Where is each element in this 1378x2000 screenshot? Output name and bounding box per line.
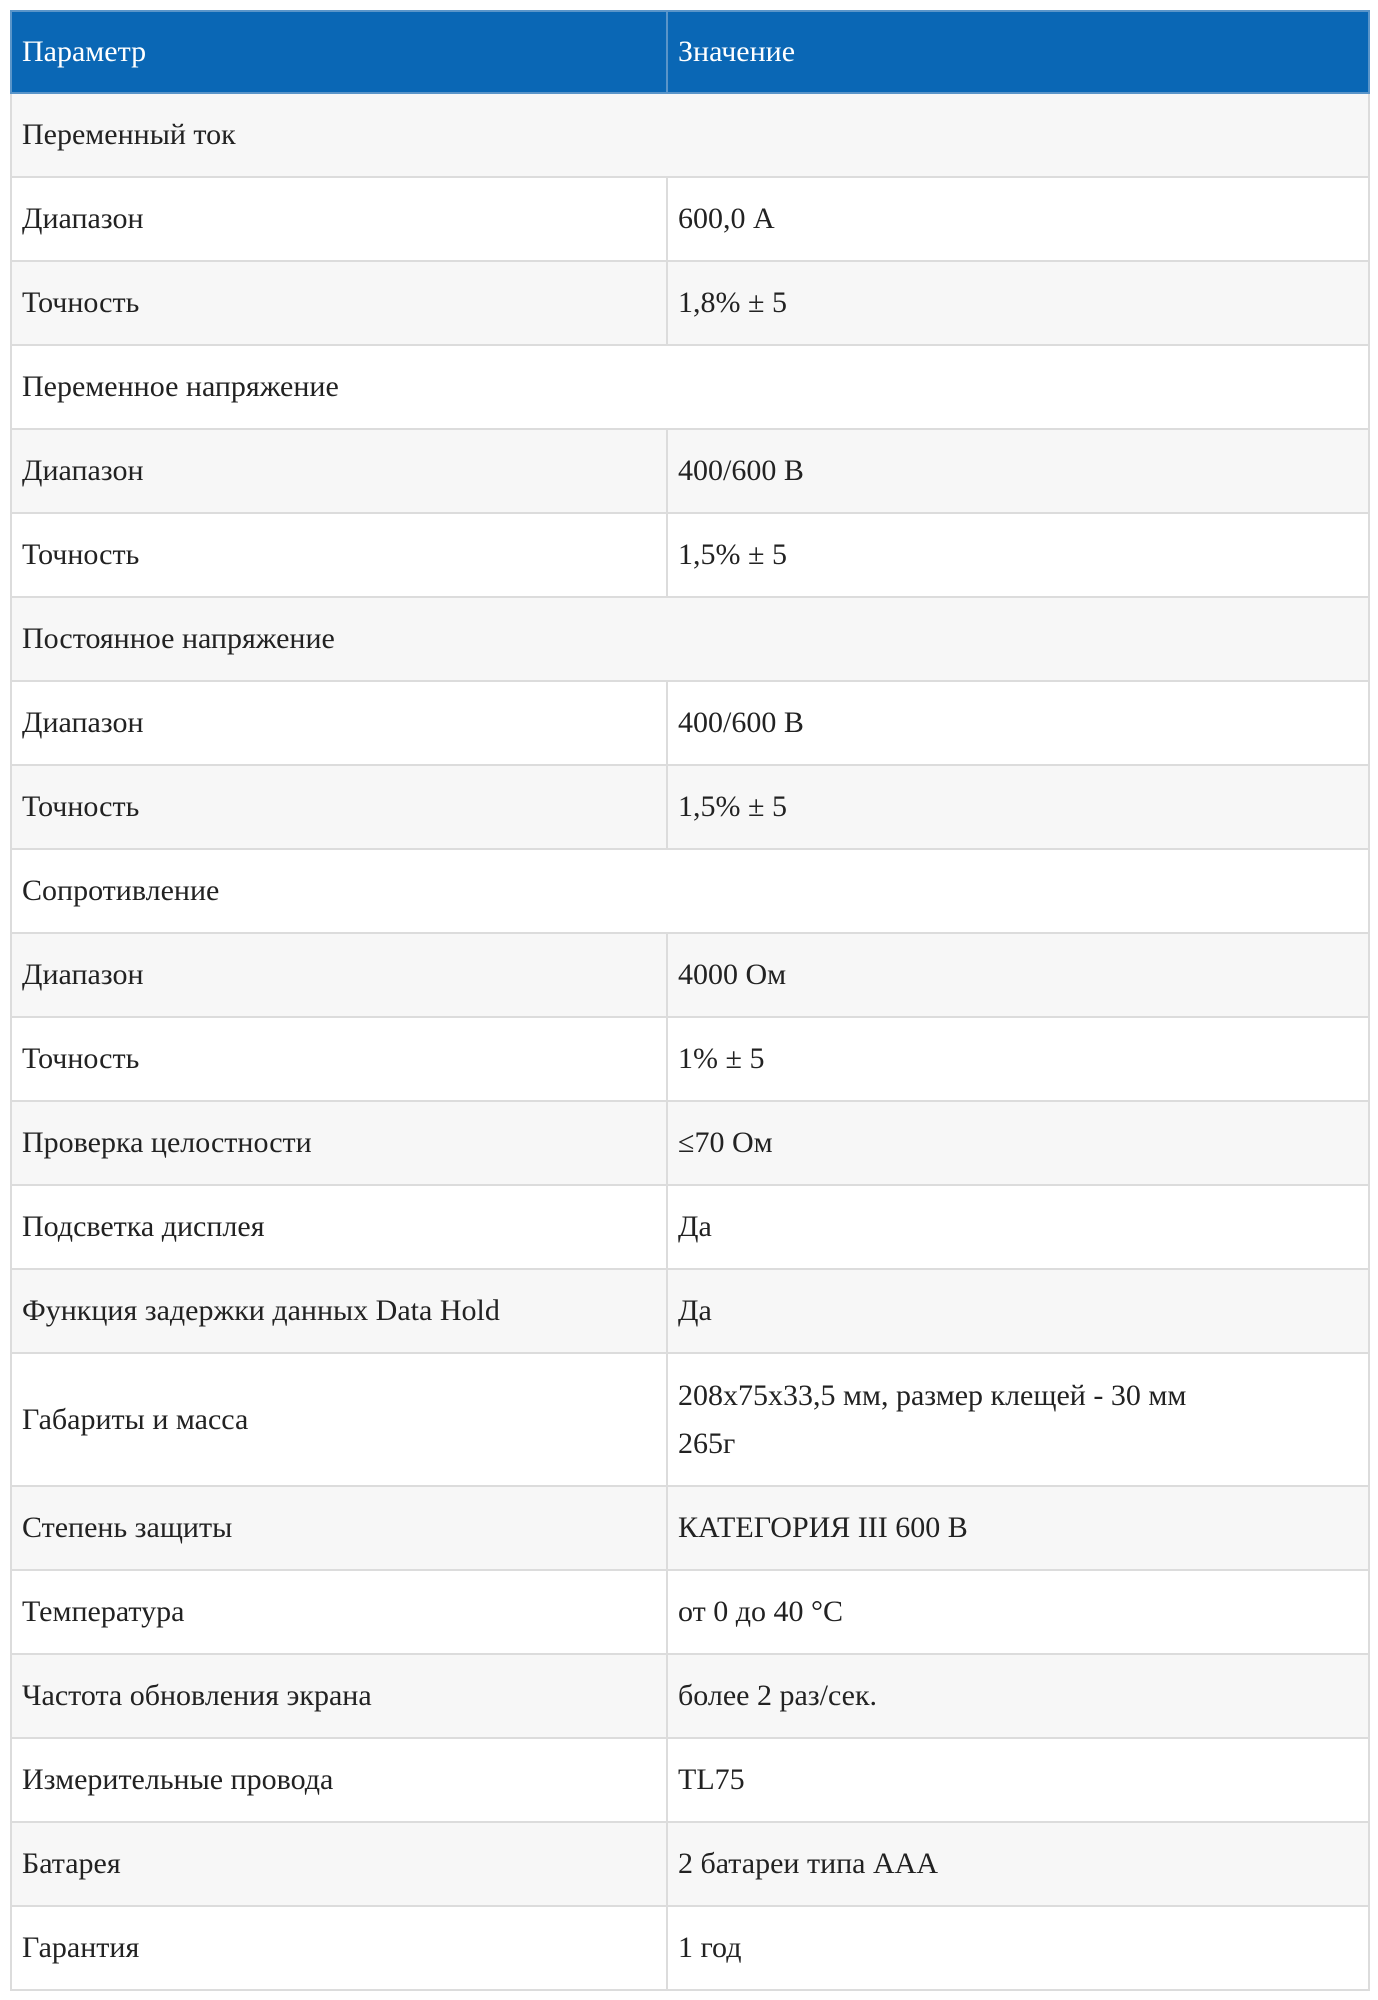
section-row xyxy=(11,345,1369,429)
value-line: 208x75x33,5 мм, размер клещей - 30 мм xyxy=(678,1378,1187,1412)
value-cell: 2 батареи типа AAA xyxy=(667,1822,1369,1906)
value-cell: 400/600 В xyxy=(667,681,1369,765)
value-cell: 1,5% ± 5 xyxy=(667,765,1369,849)
table-row xyxy=(11,1185,1369,1269)
value-cell: Да xyxy=(667,1269,1369,1353)
value-cell: от 0 до 40 °C xyxy=(667,1570,1369,1654)
table-row xyxy=(11,933,1369,1017)
table-row xyxy=(11,1738,1369,1822)
table-row xyxy=(11,1101,1369,1185)
section-label: Сопротивление xyxy=(11,849,1369,933)
value-cell: 400/600 В xyxy=(667,429,1369,513)
table-row xyxy=(11,177,1369,261)
param-cell: Диапазон xyxy=(11,429,667,513)
table-row xyxy=(11,1486,1369,1570)
value-line: 265г xyxy=(678,1426,736,1460)
value-cell: 4000 Ом xyxy=(667,933,1369,1017)
value-cell: более 2 раз/сек. xyxy=(667,1654,1369,1738)
section-row xyxy=(11,597,1369,681)
header-row xyxy=(11,11,1369,93)
value-cell: Да xyxy=(667,1185,1369,1269)
table-row xyxy=(11,1570,1369,1654)
section-row xyxy=(11,93,1369,177)
table-row xyxy=(11,1017,1369,1101)
value-cell: КАТЕГОРИЯ III 600 В xyxy=(667,1486,1369,1570)
param-cell: Точность xyxy=(11,513,667,597)
param-cell: Гарантия xyxy=(11,1906,667,1990)
param-cell: Диапазон xyxy=(11,177,667,261)
header-value: Значение xyxy=(667,11,1369,93)
value-cell: 1 год xyxy=(667,1906,1369,1990)
table-row xyxy=(11,765,1369,849)
param-cell: Диапазон xyxy=(11,681,667,765)
value-cell: 1,8% ± 5 xyxy=(667,261,1369,345)
table-header xyxy=(11,11,1369,93)
table-body xyxy=(11,93,1369,1990)
table-row xyxy=(11,1269,1369,1353)
param-cell: Температура xyxy=(11,1570,667,1654)
param-cell: Точность xyxy=(11,261,667,345)
param-cell: Степень защиты xyxy=(11,1486,667,1570)
value-cell: 600,0 А xyxy=(667,177,1369,261)
table-row xyxy=(11,429,1369,513)
value-cell: ≤70 Ом xyxy=(667,1101,1369,1185)
spec-table xyxy=(10,10,1370,1991)
param-cell: Габариты и масса xyxy=(11,1353,667,1486)
table-row xyxy=(11,681,1369,765)
table-row xyxy=(11,261,1369,345)
value-cell: 1,5% ± 5 xyxy=(667,513,1369,597)
table-row xyxy=(11,1822,1369,1906)
param-cell: Функция задержки данных Data Hold xyxy=(11,1269,667,1353)
param-cell: Частота обновления экрана xyxy=(11,1654,667,1738)
header-param: Параметр xyxy=(11,11,667,93)
param-cell: Измерительные провода xyxy=(11,1738,667,1822)
param-cell: Диапазон xyxy=(11,933,667,1017)
param-cell: Проверка целостности xyxy=(11,1101,667,1185)
section-row xyxy=(11,849,1369,933)
value-cell: TL75 xyxy=(667,1738,1369,1822)
table-row xyxy=(11,513,1369,597)
param-cell: Подсветка дисплея xyxy=(11,1185,667,1269)
section-label: Постоянное напряжение xyxy=(11,597,1369,681)
table-row xyxy=(11,1353,1369,1486)
value-cell: 1% ± 5 xyxy=(667,1017,1369,1101)
param-cell: Точность xyxy=(11,1017,667,1101)
section-label: Переменный ток xyxy=(11,93,1369,177)
table-row xyxy=(11,1654,1369,1738)
value-cell xyxy=(667,1353,1369,1486)
section-label: Переменное напряжение xyxy=(11,345,1369,429)
param-cell: Точность xyxy=(11,765,667,849)
param-cell: Батарея xyxy=(11,1822,667,1906)
table-row xyxy=(11,1906,1369,1990)
